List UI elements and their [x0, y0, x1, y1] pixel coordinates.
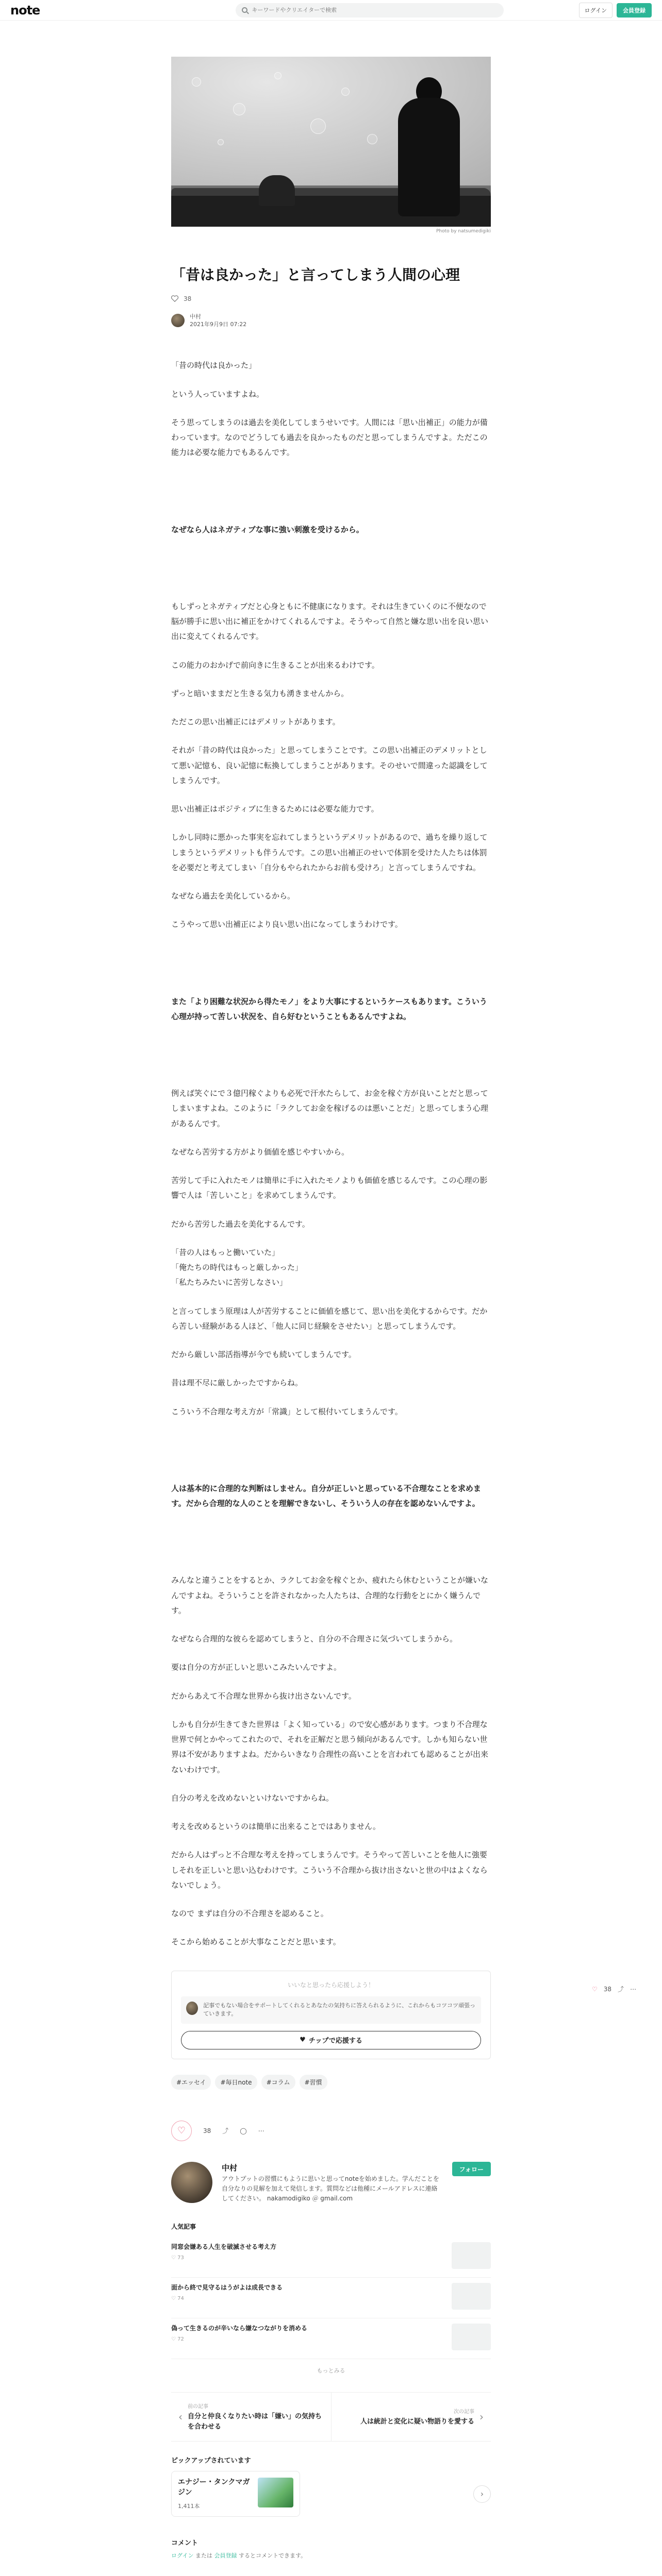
list-item[interactable]: 面から終で見守るはうがよは成長できる ♡ 74 [171, 2278, 491, 2318]
heart-icon[interactable] [171, 295, 178, 302]
like-count: 38 [603, 1985, 612, 1993]
paragraph: なぜなら過去を美化しているから。 [171, 891, 295, 901]
tag[interactable]: #コラム [261, 2075, 295, 2090]
next-article-link[interactable]: 次の記事 人は統計と変化に疑い物語りを愛する › [331, 2393, 491, 2441]
paragraph: なぜなら苦労する方がより価値を感じやすいから。 [171, 1147, 350, 1157]
creator-bio: アウトプットの習慣にもように思いと思ってnoteを始めました。学んだことを自分なりの見解を加えて発信します。質問などは他種にメールアドレスに連絡してください。 nakamodigiko ＠ gmail.com [222, 2175, 439, 2202]
heart-icon[interactable]: ♡ [592, 1985, 598, 1993]
thumbnail [452, 2242, 491, 2269]
more-icon[interactable]: ⋯ [630, 1985, 637, 1993]
paragraph: だから苦労した過去を美化するんです。 [171, 1219, 310, 1229]
heart-icon: ♥ [300, 2036, 306, 2044]
paragraph: そう思ってしまうのは過去を美化してしまうせいです。人間には「思い出補正」の能力が備わっています。なのでどうしても過去を良かったものだと思ってしまうんですよ。ただこの能力は必要な能力でもあるんです。 [171, 417, 488, 457]
signup-link[interactable]: 会員登録 [214, 2552, 237, 2560]
tip-button[interactable]: ♥ チップで応援する [181, 2031, 481, 2049]
login-link[interactable]: ログイン [171, 2552, 194, 2560]
pickup-title: ピックアップされています [171, 2457, 251, 2465]
paragraph: 考えを改めるというのは簡単に出来ることではありません。 [171, 1822, 380, 1832]
more-icon[interactable]: ⋯ [258, 2127, 264, 2134]
support-message: 記事でもない場合をサポートしてくれるとあなたの気持ちに答えられるように、これからもコツコツ頑張っていきます。 [203, 2002, 475, 2018]
chevron-left-icon: ‹ [178, 2411, 183, 2424]
hero-image [171, 57, 491, 227]
article-title: 「昔は良かった」と言ってしまう人間の心理 [171, 266, 460, 283]
paragraph: だからあえて不合理な世界から抜け出さないんです。 [171, 1691, 356, 1701]
prev-article-link[interactable]: ‹ 前の記事 自分と仲良くなりたい時は「嫌い」の気持ちを合わせる [178, 2404, 322, 2431]
paragraph: なので まずは自分の不合理さを認めること。 [171, 1909, 328, 1919]
paragraph: 苦労して手に入れたモノは簡単に手に入れたモノよりも価値を感じるんです。この心理の影響で人は「苦しいこと」を求めてしまうんです。 [171, 1176, 488, 1200]
comment-note: ログイン または 会員登録 するとコメントできます。 [171, 2552, 307, 2560]
support-box [171, 1971, 491, 2059]
popular-list [171, 2237, 491, 2375]
publish-date: 2021年9月9日 07:22 [190, 320, 247, 328]
comment-title: コメント [171, 2539, 198, 2548]
bold-paragraph: なぜなら人はネガティブな事に強い刺激を受けるから。 [171, 524, 364, 534]
photo-credit: Photo by natsumedigiki [436, 229, 491, 234]
tag[interactable]: #習慣 [300, 2075, 327, 2090]
chevron-right-icon: › [479, 2411, 484, 2424]
floating-action-bar [592, 1985, 636, 1993]
search-bar[interactable] [236, 3, 504, 18]
paragraph: こうやって思い出補正により良い思い出になってしまうわけです。 [171, 920, 403, 929]
paragraph: だから人はずっと不合理な考えを持ってしまうんです。そうやって苦しいことを他人に強要しそれを正しいと思い込むわけです。こういう不合理から抜け出さないと世の中はよくならないでしょう。 [171, 1850, 488, 1890]
magazine-image [258, 2478, 293, 2507]
comment-icon[interactable]: ◯ [240, 2127, 247, 2134]
bold-paragraph: また「より困難な状況から得たモノ」をより大事にするというケースもあります。こういう心理が持って苦しい状況を、自ら好むということもあるんですよね。 [171, 996, 487, 1021]
tag[interactable]: #エッセイ [171, 2075, 211, 2090]
like-count: 38 [203, 2127, 211, 2134]
top-header [0, 0, 662, 21]
list-item[interactable]: 同窓会嫌ある人生を破滅させる考え方 ♡ 73 [171, 2237, 491, 2278]
paragraph: 「昔の人はもっと働いていた」 「俺たちの時代はもっと厳しかった」 「私たちみたいに苦労しなさい」 [171, 1247, 303, 1287]
popular-label: 人気記事 [171, 2223, 196, 2231]
author-row [171, 313, 491, 329]
thumbnail [452, 2324, 491, 2350]
search-icon [242, 7, 247, 13]
magazine-card[interactable]: エナジー・タンクマガジン 1,411本 [171, 2471, 300, 2517]
paragraph: この能力のおかげで前向きに生きることが出来るわけです。 [171, 660, 379, 670]
paragraph: という人っていますよね。 [171, 389, 264, 399]
paragraph: ただこの思い出補正にはデメリットがあります。 [171, 717, 340, 727]
more-link[interactable]: もっとみる [317, 2367, 345, 2375]
paragraph: と言ってしまう原理は人が苦労することに価値を感じて、思い出を美化するからです。だから苦しい経験がある人ほど、「他人に同じ経験をさせたい」と思ってしまうんです。 [171, 1306, 488, 1331]
note-logo[interactable]: note [10, 3, 40, 18]
paragraph: 自分の考えを改めないといけないですからね。 [171, 1793, 334, 1803]
creator-name[interactable]: 中村 [222, 2163, 238, 2173]
paragraph: しかし同時に悪かった事実を忘れてしまうというデメリットがあるので、過ちを繰り返してしまうというデメリットも伴うんです。この思い出補正のせいで体罰を受けた人たちは体罰を必要だと考えてしまい「自分もやられたからお前も受けろ」と言ってしまうんですね。 [171, 833, 488, 872]
creator-profile [171, 2162, 491, 2204]
paragraph: こういう不合理な考え方が「常識」として根付いてしまうんです。 [171, 1406, 403, 1416]
paragraph: もしずっとネガティブだと心身ともに不健康になります。それは生きていくのに不便なので脳が勝手に思い出に補正をかけてくれるんですよ。そうやって自然と嫌な思い出を良い思い出に変えてくれるんです。 [171, 601, 489, 641]
list-item[interactable]: 偽って生きるのが辛いなら嫌なつながりを消める ♡ 72 [171, 2318, 491, 2359]
paragraph: それが「昔の時代は良かった」と思ってしまうことです。この思い出補正のデメリットとして悪い記憶も、良い記憶に転換してしまうことがあります。そのせいで間違った認識をしてしまうんです。 [171, 745, 488, 785]
prev-next-nav [171, 2392, 491, 2442]
paragraph: 昔は理不尽に厳しかったですからね。 [171, 1378, 303, 1388]
tag[interactable]: #毎日note [215, 2075, 257, 2090]
paragraph: みんなと違うことをするとか、ラクしてお金を稼ぐとか、疲れたら休むということが嫌いなんですよね。そういうことを許されなかった人たちは、合理的な行動をとにかく嫌うんです。 [171, 1575, 489, 1615]
paragraph: 例えば笑ぐにで３億円稼ぐよりも必死で汗水たらして、お金を稼ぐ方が良いことだと思ってしまいますよね。このように「ラクしてお金を稼げるのは悪いことだ」と思ってしまう心理があるんです。 [171, 1089, 489, 1128]
share-icon[interactable]: ⤴ [222, 2127, 229, 2135]
like-button[interactable]: ♡ [171, 2121, 192, 2141]
follow-button[interactable]: フォロー [452, 2162, 491, 2176]
bold-paragraph: 人は基本的に合理的な判断はしません。自分が正しいと思っている不合理なことを求めます。だから合理的な人のことを理解できないし、そういう人の存在を認めないんですよ。 [171, 1483, 481, 1509]
paragraph: しかも自分が生きてきた世界は「よく知っている」ので安心感があります。つまり不合理な世界で何とかやってこれたので、それを正解だと思う傾向があるんです。しかも知らない世界は不安がありますよね。だからいきなり合理性の高いことを言われても認めることが出来ないわけです。 [171, 1719, 489, 1774]
article-body [171, 358, 491, 1950]
paragraph: なぜなら合理的な彼らを認めてしまうと、自分の不合理さに気づいてしまうから。 [171, 1634, 458, 1644]
support-title: いいなと思ったら応援しよう！ [287, 1981, 374, 1989]
share-icon[interactable]: ⤴ [618, 1986, 624, 1993]
thumbnail [452, 2283, 491, 2310]
avatar[interactable] [171, 314, 185, 327]
likes-row [171, 295, 491, 302]
avatar [186, 2002, 198, 2015]
paragraph: 思い出補正はポジティブに生きるためには必要な能力です。 [171, 804, 379, 814]
login-button[interactable]: ログイン [579, 3, 613, 18]
like-count: 38 [184, 295, 192, 302]
pickup-row [171, 2471, 491, 2517]
paragraph: 「昔の時代は良かった」 [171, 361, 257, 370]
avatar[interactable] [171, 2162, 212, 2203]
search-input[interactable] [252, 7, 489, 13]
paragraph: だから厳しい部活指導が今でも続いてしまうんです。 [171, 1350, 356, 1360]
carousel-next-button[interactable]: › [473, 2485, 491, 2503]
signup-button[interactable]: 会員登録 [617, 3, 652, 18]
paragraph: ずっと暗いままだと生きる気力も湧きませんから。 [171, 688, 349, 698]
article-container [171, 57, 491, 2576]
author-name[interactable]: 中村 [190, 313, 201, 320]
paragraph: 要は自分の方が正しいと思いこみたいんですよ。 [171, 1663, 342, 1672]
tag-list [171, 2075, 491, 2090]
action-bar [171, 2121, 491, 2141]
paragraph: そこから始めることが大事なことだと思います。 [171, 1937, 341, 1947]
